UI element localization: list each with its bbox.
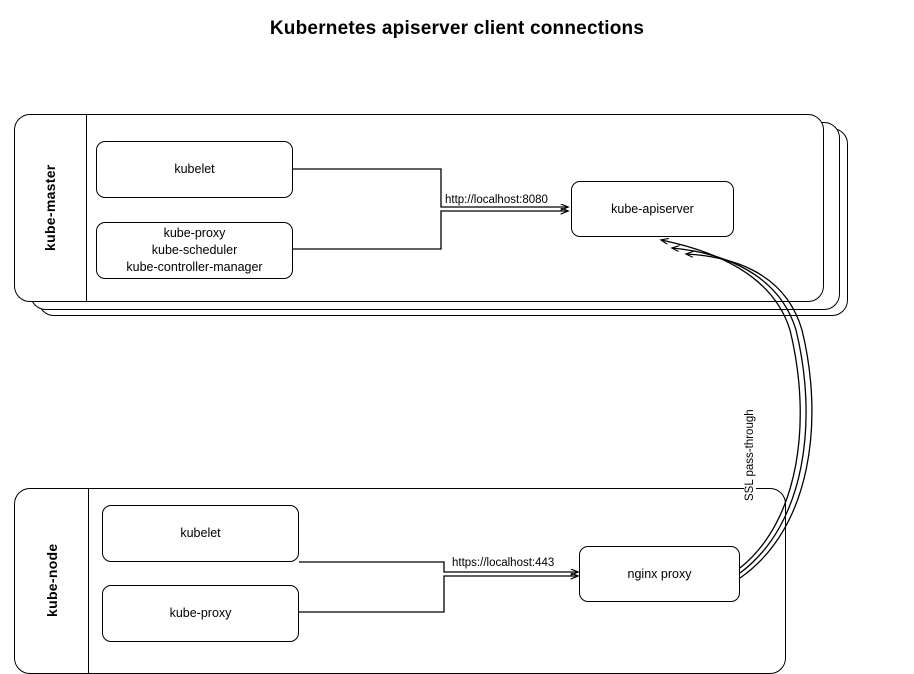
group-label-kube-master: kube-master	[42, 164, 58, 252]
box-label: kube-proxy	[169, 606, 232, 621]
box-label: nginx proxy	[627, 566, 692, 581]
box-master-controlplane[interactable]	[96, 222, 293, 279]
edge-label-node-local-https: https://localhost:443	[452, 557, 555, 569]
group-label-kube-node: kube-node	[44, 543, 60, 617]
box-master-kubelet[interactable]	[96, 141, 293, 198]
box-label: kubelet	[180, 526, 221, 541]
box-label-line-3: kube-controller-manager	[126, 259, 263, 274]
box-label-line-2: kube-scheduler	[151, 243, 238, 258]
box-node-kubelet[interactable]	[102, 505, 299, 562]
box-nginx-proxy[interactable]	[579, 546, 740, 602]
edge-label-ssl-pass-through: SSL pass-through	[744, 398, 756, 512]
box-node-kube-proxy[interactable]	[102, 585, 299, 642]
box-label: kube-apiserver	[611, 201, 694, 216]
box-label: kubelet	[174, 162, 215, 177]
box-label-line-1: kube-proxy	[163, 226, 226, 241]
page-title: Kubernetes apiserver client connections	[269, 18, 645, 39]
kube-master-label-divider	[86, 115, 87, 301]
kube-node-label-divider	[88, 489, 89, 674]
box-kube-apiserver[interactable]	[571, 181, 734, 237]
edge-label-master-local-http: http://localhost:8080	[445, 194, 548, 206]
